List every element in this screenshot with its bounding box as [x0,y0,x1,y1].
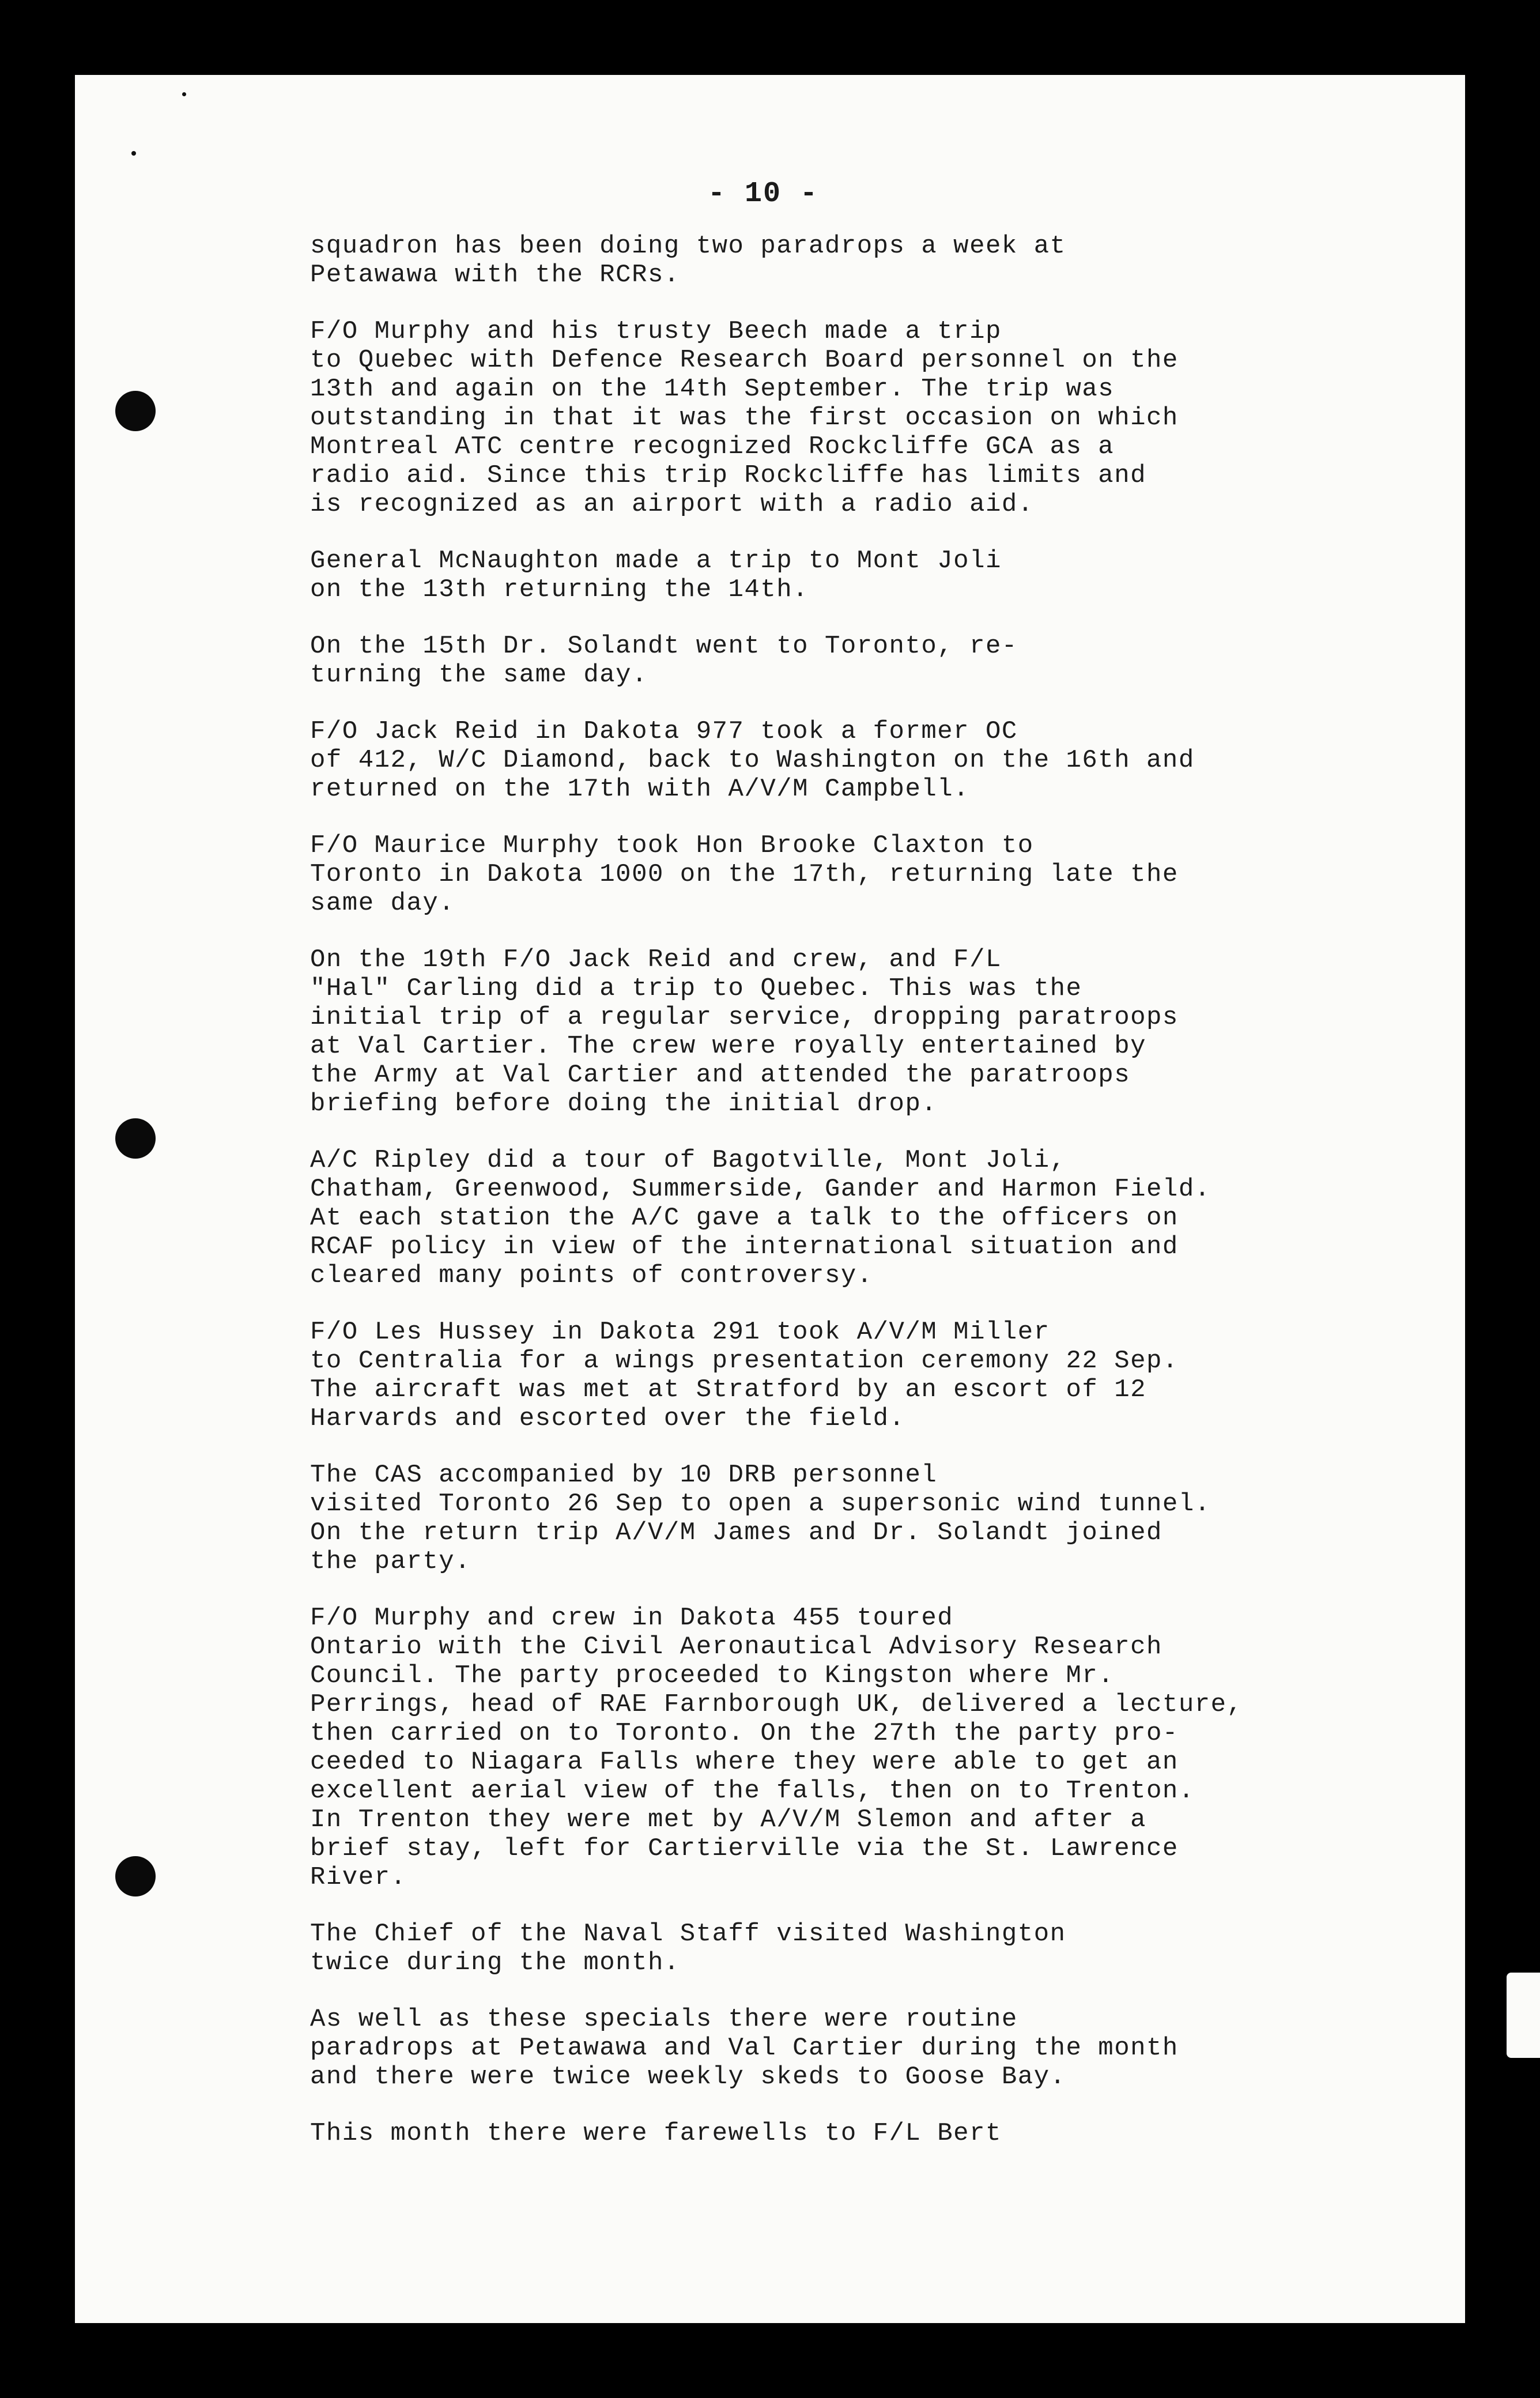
paragraph: The CAS accompanied by 10 DRB personnel visited Toronto 26 Sep to open a supersonic wind tunnel. On the return trip A/V/M James and Dr. Solandt joined the party. [310,1461,1211,1576]
paragraph: F/O Les Hussey in Dakota 291 took A/V/M Miller to Centralia for a wings presentation ceremony 22 Sep. The aircraft was met at Stratford by an escort of 12 Harvards and escorted over the field. [310,1318,1179,1433]
speck [131,151,136,156]
paragraph: F/O Maurice Murphy took Hon Brooke Claxton to Toronto in Dakota 1000 on the 17th, returning late the same day. [310,831,1179,918]
paragraph: General McNaughton made a trip to Mont Joli on the 13th returning the 14th. [310,546,1002,604]
punch-hole [115,1118,156,1159]
paragraph: As well as these specials there were routine paradrops at Petawawa and Val Cartier during the month and there were twice weekly skeds to Goose Bay. [310,2005,1179,2091]
paragraph: On the 15th Dr. Solandt went to Toronto, re- turning the same day. [310,632,1018,689]
page-number: - 10 - [708,178,819,210]
opening-paragraph: squadron has been doing two paradrops a week at Petawawa with the RCRs. [310,232,1066,289]
paragraph: The Chief of the Naval Staff visited Washington twice during the month. [310,1920,1066,1977]
margin-tab [1507,1973,1540,2058]
punch-hole [115,1856,156,1896]
paragraph: This month there were farewells to F/L Bert [310,2119,1002,2148]
paragraph: On the 19th F/O Jack Reid and crew, and F/L "Hal" Carling did a trip to Quebec. This was the initial trip of a regular service, dropping paratroops at Val Cartier. The crew were royally entertained by the Army at Val Cartier and attended the paratroops briefing before doing the initial drop. [310,945,1179,1118]
punch-hole [115,391,156,431]
speck [182,92,186,96]
paragraph: A/C Ripley did a tour of Bagotville, Mont Joli, Chatham, Greenwood, Summerside, Gander and Harmon Field. At each station the A/C gave a talk to the officers on RCAF policy in view of the international situation and cleared many points of controversy. [310,1146,1211,1290]
paragraph: F/O Murphy and crew in Dakota 455 toured Ontario with the Civil Aeronautical Advisory Research Council. The party proceeded to Kingston where Mr. Perrings, head of RAE Farnborough UK, delivered a lecture, then carried on to Toronto. On the 27th the party pro- ceeded to Niagara Falls where they were able to get an excellent aerial view of the falls, then on to Trenton. In Trenton they were met by A/V/M Slemon and after a brief stay, left for Cartierville via the St. Lawrence River. [310,1604,1243,1892]
paragraph: F/O Murphy and his trusty Beech made a trip to Quebec with Defence Research Board personnel on the 13th and again on the 14th September. The trip was outstanding in that it was the first occasion on which Montreal ATC centre recognized Rockcliffe GCA as a radio aid. Since this trip Rockcliffe has limits and is recognized as an airport with a radio aid. [310,317,1179,519]
memo-body [310,232,1324,2175]
paragraph: F/O Jack Reid in Dakota 977 took a former OC of 412, W/C Diamond, back to Washington on the 16th and returned on the 17th with A/V/M Campbell. [310,717,1195,804]
